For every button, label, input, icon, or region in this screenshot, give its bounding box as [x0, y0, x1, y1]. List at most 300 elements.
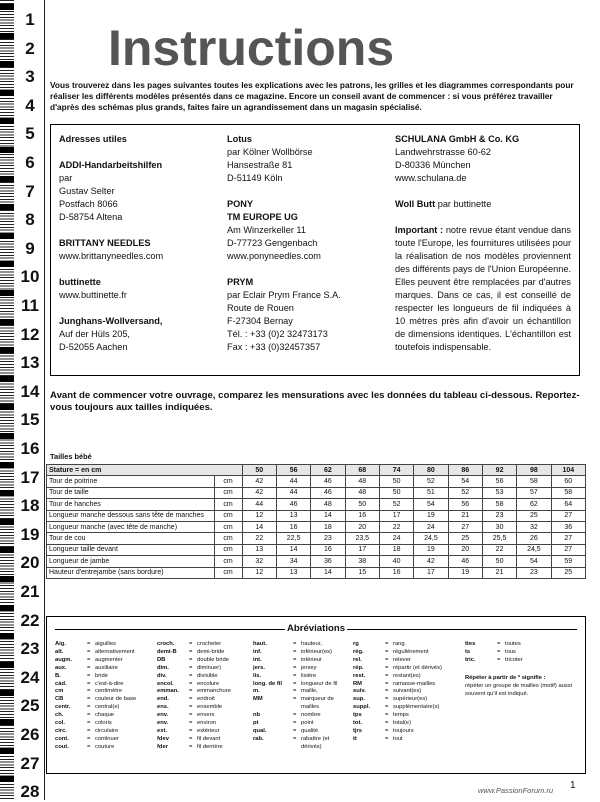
- ruler-major-tick: [0, 204, 14, 210]
- abbreviation-entry: nb = nombre: [253, 712, 321, 719]
- ruler-major-tick: [0, 90, 14, 96]
- measurement-value: 64: [551, 499, 585, 510]
- ruler-major-tick: [0, 290, 14, 296]
- measurement-value: 42: [414, 556, 448, 567]
- abbreviation-entry: qual. = qualité: [253, 727, 319, 734]
- abbreviation-entry: tt = tout: [353, 735, 403, 742]
- ruler-number: 11: [21, 296, 39, 315]
- address-line: D-77723 Gengenbach: [227, 238, 318, 248]
- abbreviation-entry: inf. = inférieur(es): [253, 648, 332, 655]
- measurement-value: 20: [448, 544, 482, 555]
- ruler-number: 5: [25, 124, 35, 144]
- ruler-number: 21: [20, 582, 40, 601]
- measurement-value: 57: [517, 487, 551, 498]
- measurement-value: 23: [482, 510, 516, 521]
- size-column-header: 62: [311, 465, 345, 476]
- abbreviation-entry: col. = coloris: [55, 720, 112, 727]
- abbreviation-entry: tps = temps: [353, 712, 409, 719]
- ruler-number: 25: [20, 696, 40, 716]
- abbreviation-entry: rg = rang: [353, 641, 405, 647]
- size-column-header: 56: [276, 465, 310, 476]
- address-line: F-27304 Bernay: [227, 316, 293, 326]
- abbreviation-entry: tot. = total(e): [353, 720, 412, 727]
- abbreviation-column: [55, 641, 145, 752]
- page-title: Instructions: [108, 20, 395, 76]
- measurement-label: Hauteur d'entrejambe (sans bordure): [47, 567, 215, 578]
- size-column-header: 104: [551, 465, 585, 476]
- measurement-unit: cm: [214, 487, 242, 498]
- ruler-major-tick: [0, 376, 14, 382]
- ruler-major-tick: [0, 576, 14, 582]
- ruler-major-tick: [0, 233, 14, 239]
- ruler-major-tick: [0, 519, 14, 525]
- ruler-number: 24: [20, 667, 40, 687]
- abbreviation-entry: fdev = fil devant: [157, 735, 221, 742]
- ruler-number: 13: [20, 353, 40, 373]
- ruler-major-tick: [0, 4, 14, 10]
- measurement-value: 38: [345, 556, 379, 567]
- measurement-value: 50: [482, 556, 516, 567]
- measurement-value: 52: [414, 476, 448, 487]
- address-line: D-51149 Köln: [227, 173, 283, 183]
- ruler-number: 26: [20, 725, 40, 744]
- abbreviation-entry: croch. = crocheter: [157, 641, 222, 647]
- abbreviation-entry: div. = divisible: [157, 672, 218, 679]
- measurement-value: 51: [414, 487, 448, 498]
- measurement-value: 40: [379, 556, 413, 567]
- measurement-value: 22,5: [276, 533, 310, 544]
- measurement-value: 54: [414, 499, 448, 510]
- measurement-value: 54: [517, 556, 551, 567]
- measurement-value: 13: [242, 544, 276, 555]
- address-line: [59, 146, 219, 159]
- measurement-value: 30: [482, 521, 516, 532]
- measurement-value: 52: [448, 487, 482, 498]
- abbreviation-entry: haut. = hauteur,: [253, 641, 322, 647]
- measurement-value: 52: [379, 499, 413, 510]
- ruler-number: 3: [25, 67, 35, 87]
- measurement-unit: cm: [214, 476, 242, 487]
- size-column-header: 50: [242, 465, 276, 476]
- address-line: par: [59, 173, 73, 183]
- abbreviation-entry: demi-B = demi-bride: [157, 648, 225, 655]
- ruler-major-tick: [0, 547, 14, 553]
- ruler-number: 9: [25, 238, 35, 258]
- measurement-unit: cm: [214, 556, 242, 567]
- address-line: Lotus: [227, 134, 253, 144]
- measurement-value: 24: [379, 533, 413, 544]
- ruler-major-tick: [0, 633, 14, 639]
- abbreviation-entry: RM = ramasse-mailles: [353, 680, 436, 687]
- address-line: www.ponyneedles.com: [227, 251, 321, 261]
- measurement-value: 17: [414, 567, 448, 578]
- ruler-major-tick: [0, 319, 14, 325]
- measurement-value: 20: [345, 521, 379, 532]
- address-line: Postfach 8066: [59, 199, 118, 209]
- measurement-label: Longueur manche (avec tête de manche): [47, 521, 215, 532]
- measurement-unit: cm: [214, 510, 242, 521]
- measurement-value: 22: [482, 544, 516, 555]
- ruler-major-tick: [0, 61, 14, 67]
- ruler-number: 7: [25, 181, 35, 201]
- abbreviation-entry: ext. = extérieur: [157, 727, 220, 734]
- measurement-value: 24,5: [414, 533, 448, 544]
- abbreviation-entry: suppl. = supplémentaire(s): [353, 704, 440, 711]
- measurement-value: 60: [551, 476, 585, 487]
- measurement-value: 18: [379, 544, 413, 555]
- abbreviation-entry: tjrs = toujours: [353, 727, 414, 734]
- abbreviation-entry: end. = endroit: [157, 696, 215, 703]
- measurement-value: 53: [482, 487, 516, 498]
- abbreviation-entry: centr. = central(e): [55, 704, 120, 711]
- ruler-major-tick: [0, 118, 14, 124]
- measurement-value: 18: [311, 521, 345, 532]
- abbreviation-entry: DB = double bride: [157, 656, 229, 663]
- address-line: www.schulana.de: [395, 173, 467, 183]
- abbreviation-entry: encol. = encolure: [157, 680, 220, 687]
- measurement-label: Longueur de jambe: [47, 556, 215, 567]
- ruler-major-tick: [0, 605, 14, 611]
- size-column-header: 80: [414, 465, 448, 476]
- measurement-label: Tour de taille: [47, 487, 215, 498]
- abbreviation-entry: CB = couleur de base: [55, 696, 137, 703]
- abbreviation-entry: rép. = répartir (et dérivés): [353, 664, 442, 671]
- ruler-number: 14: [20, 381, 40, 401]
- measurement-value: 46: [311, 487, 345, 498]
- measurement-value: 14: [242, 521, 276, 532]
- address-line: Route de Rouen: [227, 303, 294, 313]
- ruler-number: 17: [20, 467, 40, 487]
- repeat-note-text: répéter un groupe de mailles (motif) aussi souvent qu'il est indiqué.: [465, 682, 572, 697]
- measurement-value: 27: [448, 521, 482, 532]
- ruler-major-tick: [0, 176, 14, 182]
- measurement-value: 23: [517, 567, 551, 578]
- ruler-major-tick: [0, 662, 14, 668]
- address-line: D-80336 München: [395, 160, 471, 170]
- ruler-number: 16: [20, 439, 40, 458]
- address-line: par Eclair Prym France S.A.: [227, 290, 341, 300]
- size-column-header: 92: [482, 465, 516, 476]
- table-row: [47, 510, 586, 521]
- measurement-value: 25: [517, 510, 551, 521]
- abbreviation-entry: emman. = emmanchure: [157, 688, 231, 695]
- ruler-major-tick: [0, 404, 14, 410]
- ruler-number: 12: [20, 324, 40, 344]
- side-ruler: [0, 0, 45, 800]
- abbreviation-entry: tric. = tricoter: [465, 656, 523, 663]
- table-row: [47, 556, 586, 567]
- address-column-2: [227, 133, 387, 354]
- measurement-value: 58: [517, 476, 551, 487]
- ruler-major-tick: [0, 462, 14, 468]
- measurement-notice: Avant de commencer votre ouvrage, comparez les mensurations avec les données du tableau ci-dessous. Reportez-vous toujours aux tailles indiquées.: [50, 390, 580, 413]
- measurement-value: 54: [448, 476, 482, 487]
- address-line: www.brittanyneedles.com: [59, 251, 164, 261]
- table-row: [47, 533, 586, 544]
- measurement-label: Longueur taille devant: [47, 544, 215, 555]
- abbreviation-entry: pt = point: [253, 720, 314, 727]
- ruler-number: 8: [25, 210, 35, 230]
- address-line: [59, 263, 219, 276]
- abbreviation-entry: rel. = relever: [353, 656, 411, 663]
- ruler-number: 23: [20, 639, 40, 659]
- table-row: [47, 567, 586, 578]
- ruler-major-tick: [0, 147, 14, 153]
- address-line: TM EUROPE UG: [227, 212, 298, 222]
- page-number: 1: [570, 780, 576, 791]
- measurement-value: 34: [276, 556, 310, 567]
- address-line: D-52055 Aachen: [59, 342, 128, 352]
- abbreviation-entry: MM = marqueur de: [253, 696, 334, 703]
- ruler-number: 10: [20, 267, 40, 287]
- abbreviation-column: [353, 641, 443, 744]
- address-line: PRYM: [227, 277, 254, 287]
- measurement-value: 50: [379, 476, 413, 487]
- measurement-value: 48: [311, 499, 345, 510]
- measurement-value: 21: [482, 567, 516, 578]
- size-column-header: 68: [345, 465, 379, 476]
- ruler-major-tick: [0, 33, 14, 39]
- ruler-number: 15: [20, 410, 40, 430]
- address-line: Auf der Hüls 205,: [59, 329, 130, 339]
- measurement-value: 22: [242, 533, 276, 544]
- measurement-unit: cm: [214, 499, 242, 510]
- address-column-3: [395, 133, 571, 354]
- measurement-value: 19: [414, 510, 448, 521]
- measurement-value: 36: [311, 556, 345, 567]
- ruler-number: 18: [20, 496, 40, 516]
- ruler-number: 28: [20, 782, 40, 802]
- address-line: Junghans-Wollversand,: [59, 316, 163, 326]
- abbreviation-entry: dérivés): [301, 743, 322, 750]
- address-line: Hansestraße 81: [227, 160, 293, 170]
- abbreviation-entry: B. = bride: [55, 672, 108, 679]
- abbreviation-entry: int. = intérieur: [253, 656, 322, 663]
- ruler-number: 19: [20, 524, 40, 544]
- abbreviation-entry: fder = fil derrière: [157, 743, 223, 750]
- measurement-value: 25: [551, 567, 585, 578]
- address-column-1: [59, 133, 219, 354]
- measurement-value: 16: [345, 510, 379, 521]
- measurement-label: Tour de poitrine: [47, 476, 215, 487]
- ruler-number: 20: [20, 553, 40, 573]
- address-line: Adresses utiles: [59, 134, 127, 144]
- abbreviation-entry: jers. = jersey: [253, 664, 317, 671]
- abbreviation-entry: env. = environ: [157, 720, 217, 727]
- ruler-number: 1: [25, 10, 35, 29]
- ruler-number: 4: [25, 95, 35, 115]
- abbreviation-entry: Aig. = aiguilles: [55, 641, 116, 647]
- table-row: [47, 476, 586, 487]
- measurement-value: 32: [517, 521, 551, 532]
- address-line: Fax : +33 (0)32457357: [227, 342, 321, 352]
- abbreviation-column: [157, 641, 247, 752]
- ruler-major-tick: [0, 690, 14, 696]
- abbreviation-entry: ens. = ensemble: [157, 704, 223, 711]
- abbreviation-entry: circ. = circulaire: [55, 727, 119, 734]
- measurement-value: 42: [242, 487, 276, 498]
- measurement-value: 48: [345, 487, 379, 498]
- measurement-label: Longueur manche dessous sans tête de manches: [47, 510, 215, 521]
- abbreviation-entry: m. = maille,: [253, 688, 318, 695]
- address-line: [227, 185, 387, 198]
- measurement-value: 13: [276, 567, 310, 578]
- ruler-major-tick: [0, 347, 14, 353]
- measurement-unit: cm: [214, 544, 242, 555]
- measurement-value: 13: [276, 510, 310, 521]
- woll-butt-line: Woll Butt par buttinette: [395, 199, 492, 209]
- abbreviation-entry: rest. = restant(es): [353, 672, 421, 679]
- measurement-value: 48: [345, 476, 379, 487]
- address-line: buttinette: [59, 277, 101, 287]
- ruler-major-tick: [0, 261, 14, 267]
- abbreviation-entry: alt. = alternativement: [55, 648, 135, 655]
- measurement-value: 27: [551, 510, 585, 521]
- measurement-value: 58: [482, 499, 516, 510]
- ruler-number: 22: [20, 610, 40, 630]
- measurement-value: 24,5: [517, 544, 551, 555]
- abbreviation-column: [253, 641, 351, 752]
- address-line: par Kölner Wollbörse: [227, 147, 313, 157]
- measurement-value: 27: [551, 544, 585, 555]
- address-line: Gustav Selter: [59, 186, 115, 196]
- abbreviation-entry: lis. = lisière: [253, 672, 317, 679]
- table-row: [47, 521, 586, 532]
- size-column-header: 98: [517, 465, 551, 476]
- abbreviations-box: [46, 616, 586, 774]
- measurement-value: 16: [276, 521, 310, 532]
- address-line: PONY: [227, 199, 254, 209]
- measurement-value: 17: [345, 544, 379, 555]
- measurement-value: 16: [311, 544, 345, 555]
- address-line: Am Winzerkeller 11: [227, 225, 306, 235]
- abbreviation-entry: long. de fil = longueur de fil: [253, 680, 338, 687]
- addresses-box: [50, 124, 580, 376]
- abbreviation-entry: rab. = rabattre (et: [253, 735, 330, 742]
- intro-text: Vous trouverez dans les pages suivantes toutes les explications avec les patrons, les grilles et les diagrammes correspondants pour réaliser les différents modèles présentés dans ce magazine. Encore un conseil avant de commencer : si vous préférez travailler d'après des schémas plus grands, faites faire un agrandissement dans un magasin spécialisé.: [50, 80, 574, 112]
- abbreviation-entry: env. = envers: [157, 712, 215, 719]
- address-line: [59, 224, 219, 237]
- measurement-value: 46: [448, 556, 482, 567]
- ruler-number: 27: [20, 753, 40, 773]
- address-line: BRITTANY NEEDLES: [59, 238, 151, 248]
- abbreviation-entry: mailles: [301, 704, 320, 711]
- abbreviation-entry: suiv. = suivant(es): [353, 688, 422, 695]
- measurement-unit: cm: [214, 533, 242, 544]
- repeat-note-title: Répéter à partir de * signifie :: [465, 674, 546, 681]
- measurement-value: 19: [448, 567, 482, 578]
- abbreviations-title: Abréviations: [47, 623, 585, 634]
- measurement-value: 46: [276, 499, 310, 510]
- measurement-value: 25: [448, 533, 482, 544]
- abbreviation-entry: cout. = couture: [55, 743, 115, 750]
- abbreviation-entry: augm. = augmenter: [55, 656, 123, 663]
- measurement-value: 58: [551, 487, 585, 498]
- measurement-value: 23,5: [345, 533, 379, 544]
- address-line: SCHULANA GmbH & Co. KG: [395, 134, 520, 144]
- measurement-value: 36: [551, 521, 585, 532]
- ruler-number: 2: [25, 38, 35, 58]
- size-table: [46, 464, 586, 579]
- measurement-value: 46: [311, 476, 345, 487]
- ruler-major-tick: [0, 776, 14, 782]
- measurement-value: 44: [242, 499, 276, 510]
- measurement-value: 42: [242, 476, 276, 487]
- abbreviation-entry: cont. = continuer: [55, 735, 119, 742]
- measurement-value: 12: [242, 567, 276, 578]
- ruler-major-tick: [0, 490, 14, 496]
- address-line: Landwehrstrasse 60-62: [395, 147, 492, 157]
- measurement-value: 32: [242, 556, 276, 567]
- measurement-value: 14: [311, 567, 345, 578]
- abbreviation-entry: ttes = toutes: [465, 641, 521, 647]
- measurement-value: 17: [379, 510, 413, 521]
- size-column-header: 74: [379, 465, 413, 476]
- abbreviation-entry: ts = tous: [465, 648, 516, 655]
- measurement-label: Tour de cou: [47, 533, 215, 544]
- address-line: ADDI-Handarbeitshilfen: [59, 160, 163, 170]
- address-line: D-58754 Altena: [59, 212, 123, 222]
- abbreviation-entry: sup. = supérieur(es): [353, 696, 428, 703]
- size-column-header: 86: [448, 465, 482, 476]
- measurement-value: 44: [276, 487, 310, 498]
- ruler-major-tick: [0, 719, 14, 725]
- footer-watermark: www.PassionForum.ru: [478, 786, 554, 795]
- measurement-value: 24: [414, 521, 448, 532]
- measurement-value: 26: [517, 533, 551, 544]
- measurement-label: Tour de hanches: [47, 499, 215, 510]
- measurement-value: 22: [379, 521, 413, 532]
- abbreviation-entry: rég. = régulièrement: [353, 648, 429, 655]
- measurement-value: 44: [276, 476, 310, 487]
- ruler-major-tick: [0, 433, 14, 439]
- measurement-value: 15: [345, 567, 379, 578]
- abbreviation-column: [465, 641, 575, 698]
- measurement-value: 23: [311, 533, 345, 544]
- measurement-value: 16: [379, 567, 413, 578]
- measurement-value: 14: [311, 510, 345, 521]
- abbreviation-entry: dim. = diminuer): [157, 664, 222, 671]
- measurement-value: 59: [551, 556, 585, 567]
- measurement-value: 56: [448, 499, 482, 510]
- table-row: [47, 487, 586, 498]
- measurement-value: 50: [345, 499, 379, 510]
- measurement-value: 27: [551, 533, 585, 544]
- size-table-title: Tailles bébé: [50, 452, 92, 461]
- measurement-value: 21: [448, 510, 482, 521]
- measurement-value: 14: [276, 544, 310, 555]
- ruler-major-tick: [0, 748, 14, 754]
- measurement-value: 12: [242, 510, 276, 521]
- measurement-value: 50: [379, 487, 413, 498]
- ruler-number: 6: [25, 153, 35, 172]
- measurement-value: 25,5: [482, 533, 516, 544]
- measurement-value: 19: [414, 544, 448, 555]
- measurement-unit: cm: [214, 567, 242, 578]
- table-row: [47, 499, 586, 510]
- abbreviation-entry: càd. = c'est-à-dire: [55, 680, 124, 687]
- table-row: [47, 544, 586, 555]
- address-line: [59, 302, 219, 315]
- abbreviation-entry: ch. = chaque: [55, 712, 115, 719]
- address-line: www.buttinette.fr: [59, 290, 127, 300]
- address-line: [227, 263, 387, 276]
- abbreviation-entry: aux. = auxiliaire: [55, 664, 118, 671]
- measurement-value: 56: [482, 476, 516, 487]
- important-note: Important : notre revue étant vendue dans toute l'Europe, les fournitures utilisées pour la réalisation de nos modèles proviennent des différents pays de l'Union Européenne. Elles peuvent être remplacées par d'autres marques. Dans ce cas, il est conseillé de respecter les longueurs de fil indiquées à 10 mètres près afin d'avoir un échantillon de dimensions identiques. L'échantillon est toutefois indispensable.: [395, 225, 572, 352]
- measurement-value: 62: [517, 499, 551, 510]
- address-line: Tél. : +33 (0)2 32473173: [227, 329, 328, 339]
